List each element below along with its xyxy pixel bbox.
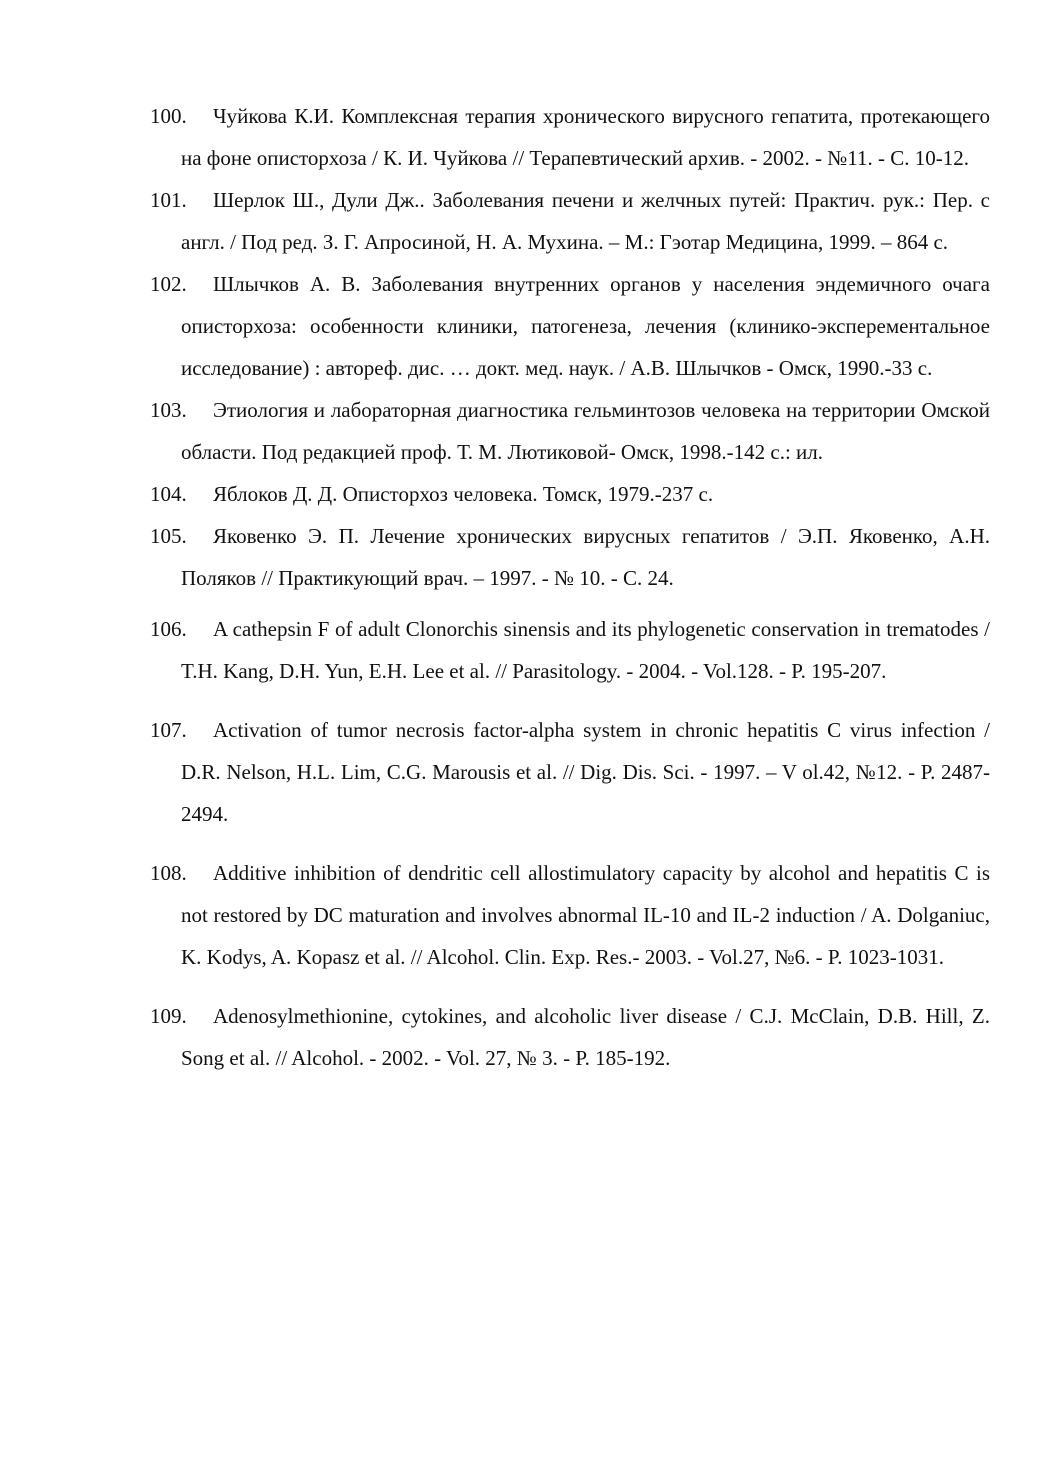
reference-number: 103.: [150, 398, 187, 422]
reference-text: Яблоков Д. Д. Описторхоз человека. Томск, 1979.-237 с.: [213, 482, 714, 506]
reference-item: [150, 263, 990, 389]
reference-text: Adenosylmethionine, cytokines, and alcoholic liver disease / C.J. McClain, D.B. Hill, Z. Song et al. // Alcohol. - 2002. - Vol. 27, № 3. - P. 185-192.: [181, 1004, 990, 1070]
reference-list: [150, 95, 990, 1079]
reference-item: [150, 95, 990, 179]
reference-item: [150, 995, 990, 1079]
reference-number: 104.: [150, 482, 187, 506]
reference-item: [150, 473, 990, 515]
reference-number: 106.: [150, 617, 187, 641]
reference-number: 100.: [150, 104, 187, 128]
reference-item: [150, 608, 990, 692]
reference-number: 108.: [150, 861, 187, 885]
reference-text: Этиология и лабораторная диагностика гельминтозов человека на территории Омской области. Под редакцией проф. Т. М. Лютиковой- Омск, 1998.-142 с.: ил.: [181, 398, 990, 464]
reference-item: [150, 179, 990, 263]
reference-text: Шерлок Ш., Дули Дж.. Заболевания печени и желчных путей: Практич. рук.: Пер. с англ. / Под ред. З. Г. Апросиной, Н. А. Мухина. – М.: Гэотар Медицина, 1999. – 864 с.: [181, 188, 990, 254]
reference-number: 102.: [150, 272, 187, 296]
reference-text: Шлычков А. В. Заболевания внутренних органов у населения эндемичного очага описторхоза: особенности клиники, патогенеза, лечения (клинико-эксперементальное исследование) : автореф. дис. … докт. мед. наук. / А.В. Шлычков - Омск, 1990.-33 с.: [181, 272, 990, 380]
reference-item: [150, 515, 990, 599]
reference-item: [150, 852, 990, 978]
reference-text: Яковенко Э. П. Лечение хронических вирусных гепатитов / Э.П. Яковенко, А.Н. Поляков // Практикующий врач. – 1997. - № 10. - С. 24.: [181, 524, 990, 590]
reference-text: Additive inhibition of dendritic cell allostimulatory capacity by alcohol and hepatitis C is not restored by DC maturation and involves abnormal IL-10 and IL-2 induction / A. Dolganiuc, K. Kodys, A. Kopasz et al. // Alcohol. Clin. Exp. Res.- 2003. - Vol.27, №6. - P. 1023-1031.: [181, 861, 990, 969]
reference-number: 109.: [150, 1004, 187, 1028]
reference-text: Чуйкова К.И. Комплексная терапия хронического вирусного гепатита, протекающего на фоне описторхоза / К. И. Чуйкова // Терапевтический архив. - 2002. - №11. - С. 10-12.: [181, 104, 990, 170]
reference-text: A cathepsin F of adult Clonorchis sinensis and its phylogenetic conservation in trematodes / T.H. Kang, D.H. Yun, E.H. Lee et al. // Parasitology. - 2004. - Vol.128. - P. 195-207.: [181, 617, 990, 683]
reference-number: 101.: [150, 188, 187, 212]
reference-text: Activation of tumor necrosis factor-alpha system in chronic hepatitis C virus infection / D.R. Nelson, H.L. Lim, C.G. Marousis et al. // Dig. Dis. Sci. - 1997. – V ol.42, №12. - P. 2487-2494.: [181, 718, 990, 826]
reference-item: [150, 389, 990, 473]
reference-number: 105.: [150, 524, 187, 548]
reference-number: 107.: [150, 718, 187, 742]
reference-item: [150, 709, 990, 835]
